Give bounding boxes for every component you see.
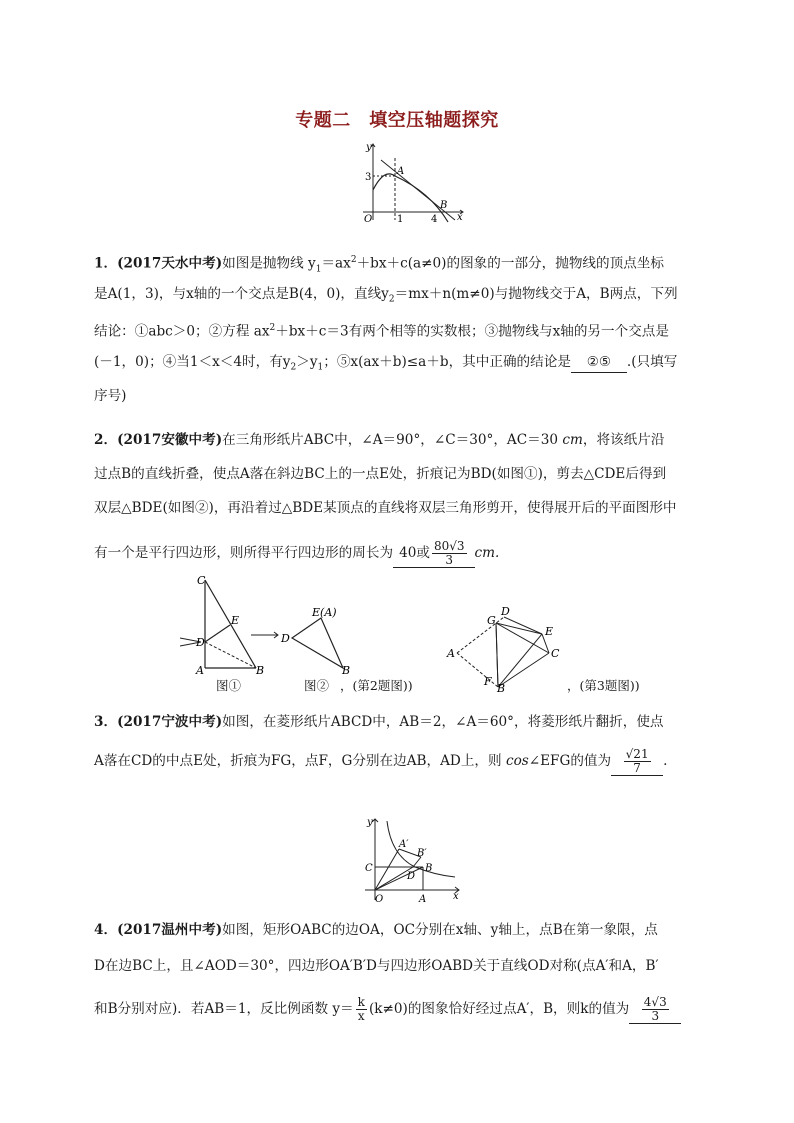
fig3-label-b: B <box>497 682 506 695</box>
fig3-label-g: G <box>487 614 496 627</box>
q4-line-2 <box>94 956 659 976</box>
q1-text-1b: ＝ax <box>321 255 351 272</box>
q1-text-4d: .(只填写 <box>626 354 678 370</box>
fig2-caption-2: 图② <box>304 678 330 693</box>
q4-answer-numerator: 4√3 <box>643 995 667 1009</box>
fig4-x-label: x <box>453 891 459 902</box>
q4-text-1: 如图，矩形OABC的边OA，OC分别在x轴、y轴上，点B在第一象限，点 <box>222 922 658 938</box>
q2-line-4 <box>94 540 499 568</box>
q2-answer-a: 40或 <box>399 545 430 561</box>
q1-source: (2017天水中考) <box>117 255 223 272</box>
q1-text-2a: 是A(1，3)，与x轴的一个交点是B(4，0)，直线y <box>94 286 389 302</box>
fig3-label-f: F <box>484 675 492 688</box>
q3-number: 3． <box>94 714 118 730</box>
q1-text-1c: ＋bx＋c(a≠0)的图象的一部分，抛物线的顶点坐标 <box>356 255 664 272</box>
fig1-tick-1: 1 <box>397 214 404 225</box>
q1-text-3a: 结论：①abc＞0；②方程 ax <box>94 323 270 340</box>
fig4-label-b: B <box>425 863 433 874</box>
q3-source: (2017宁波中考) <box>117 714 223 730</box>
fig4-origin: O <box>375 894 384 905</box>
q2-line-3 <box>94 498 677 518</box>
q1-answer: ②⑤ <box>571 352 627 373</box>
q1-text-3b: ＋bx＋c＝3有两个相等的实数根；③抛物线与x轴的另一个交点是 <box>275 323 669 340</box>
fig1-tick-4: 4 <box>431 214 438 225</box>
q2-answer-denominator: 3 <box>445 553 454 567</box>
figure-1-parabola <box>355 140 470 225</box>
fig1-origin: O <box>364 214 373 225</box>
page-title: 专题二 填空压轴题探究 <box>295 110 499 131</box>
fig3-label-a: A <box>447 647 455 660</box>
fig4-label-b1: B′ <box>417 848 427 859</box>
q4-answer-fraction <box>642 996 669 1023</box>
q4-answer <box>629 996 681 1024</box>
q4-function-denominator: x <box>357 1009 365 1023</box>
q2-number: 2． <box>94 432 118 448</box>
q2-line-2 <box>94 464 666 484</box>
fig2-label-b: B <box>256 664 265 677</box>
q3-text-2a: A落在CD的中点E处，折痕为FG，点F，G分别在边AB，AD上，则 <box>94 753 502 769</box>
q1-line-4: (－1，0)；④当1＜x＜4时，有$y_2>y_1$；⑤x(ax＋b)≤a＋b，其中正确的结论是 ②⑤ .(只填写 <box>94 354 678 373</box>
q2-text-1: 在三角形纸片ABC中，∠A＝90°，∠C＝30°，AC＝30 <box>222 432 559 448</box>
fig2-label-d: D <box>196 636 205 649</box>
q1-line-2: 是A(1，3)，与x轴的一个交点是B(4，0)，直线$y_2=mx+n(m\ne 0)$与抛物线交于A，B两点，下列 <box>94 286 678 305</box>
fig1-y-label: y <box>366 142 372 153</box>
q2-line-1 <box>94 430 664 450</box>
q2-text-4-end: cm. <box>474 545 500 561</box>
q2-text-2: 过点B的直线折叠，使点A落在斜边BC上的一点E处，折痕记为BD(如图①)，剪去△CDE后得到 <box>94 466 667 482</box>
fig2-label-e: E <box>231 614 240 627</box>
fig3-label-e: E <box>545 625 554 638</box>
q2-answer-fraction <box>432 540 467 567</box>
q3-answer-fraction <box>624 748 651 775</box>
fig3-label-c: C <box>551 647 560 660</box>
q1-text-4a: (－1，0)；④当1＜x＜4时，有y <box>94 354 291 370</box>
q4-number: 4． <box>94 922 118 938</box>
q3-line-1 <box>94 712 664 732</box>
q4-text-3a: 和B分别对应)．若AB＝1，反比例函数 y＝ <box>94 1001 354 1017</box>
q1-line-3: 结论：①abc＞0；②方程 $ax^2+bx+c=3$有两个相等的实数根；③抛物线与x轴的另一个交点是 <box>94 323 669 340</box>
q4-function-numerator: k <box>357 995 365 1009</box>
q4-text-3b: (k≠0)的图象恰好经过点A′，B，则k的值为 <box>368 1001 630 1017</box>
fig2-label-d2: D <box>281 632 290 645</box>
q3-text-2b: cos <box>505 753 529 769</box>
q4-function-fraction <box>356 996 367 1023</box>
q1-number: 1． <box>94 255 118 272</box>
fig2-label-a: A <box>196 664 204 677</box>
fig2-label-c: C <box>197 574 206 587</box>
q2-unit: cm <box>562 432 583 448</box>
q2-text-1b: ，将该纸片沿 <box>582 432 665 448</box>
fig4-label-c: C <box>365 863 373 874</box>
fig1-x-label: x <box>457 212 463 223</box>
q3-text-1: 如图，在菱形纸片ABCD中，AB＝2，∠A＝60°，将菱形纸片翻折，使点 <box>222 714 664 730</box>
fig2-caption-1: 图① <box>216 678 242 693</box>
q2-text-3: 双层△BDE(如图②)，再沿着过△BDE某顶点的直线将双层三角形剪开，使得展开后的平面图形中 <box>94 500 677 516</box>
q1-text-1a: 如图是抛物线 y <box>222 255 316 272</box>
q2-figure-caption: ，(第2题图)) <box>340 678 413 693</box>
q4-text-2: D在边BC上，且∠AOD＝30°，四边形OA′B′D与四边形OABD关于直线OD对称(点A′和A，B′ <box>94 958 659 974</box>
fig2-label-b2: B <box>342 664 351 677</box>
q3-line-2 <box>94 748 667 776</box>
fig1-point-b: B <box>440 200 448 211</box>
fig1-point-a: A <box>397 166 405 177</box>
q1-text-4c: ；⑤x(ax＋b)≤a＋b，其中正确的结论是 <box>323 354 571 370</box>
q4-line-1 <box>94 920 658 940</box>
fig4-label-d: D <box>407 871 416 882</box>
q2-answer-numerator: 80√3 <box>433 539 465 553</box>
q2-text-4: 有一个是平行四边形，则所得平行四边形的周长为 <box>94 545 394 561</box>
q4-line-3 <box>94 996 681 1024</box>
fig4-label-a: A <box>419 894 427 905</box>
q3-text-2c: ∠EFG的值为 <box>528 753 612 769</box>
figure-4-rectangle <box>355 815 465 905</box>
fig3-label-d: D <box>501 605 510 618</box>
q1-text-5: 序号) <box>94 388 127 404</box>
q1-line-5 <box>94 386 127 406</box>
q3-answer-denominator: 7 <box>633 761 641 775</box>
q3-end: . <box>663 753 668 769</box>
q3-answer-numerator: √21 <box>625 747 649 761</box>
fig4-label-a1: A′ <box>399 839 409 850</box>
q4-answer-denominator: 3 <box>651 1009 660 1023</box>
q3-figure-caption: ，(第3题图)) <box>567 678 640 693</box>
q4-source: (2017温州中考) <box>117 922 223 938</box>
q1-text-4b: ＞y <box>296 354 318 370</box>
q2-answer <box>393 540 474 568</box>
q1-line-1: 1．(2017天水中考)如图是抛物线 $y_1=ax^2+bx+c(a\ne 0)$的图象的一部分，抛物线的顶点坐标 <box>94 255 664 275</box>
q2-source: (2017安徽中考) <box>117 432 223 448</box>
q3-answer <box>611 748 663 776</box>
fig2-label-ea: E(A) <box>312 606 337 619</box>
fig1-tick-3: 3 <box>365 172 372 183</box>
fig4-y-label: y <box>367 817 373 828</box>
q1-text-2b: ＝mx＋n(m≠0)与抛物线交于A，B两点，下列 <box>394 286 678 302</box>
